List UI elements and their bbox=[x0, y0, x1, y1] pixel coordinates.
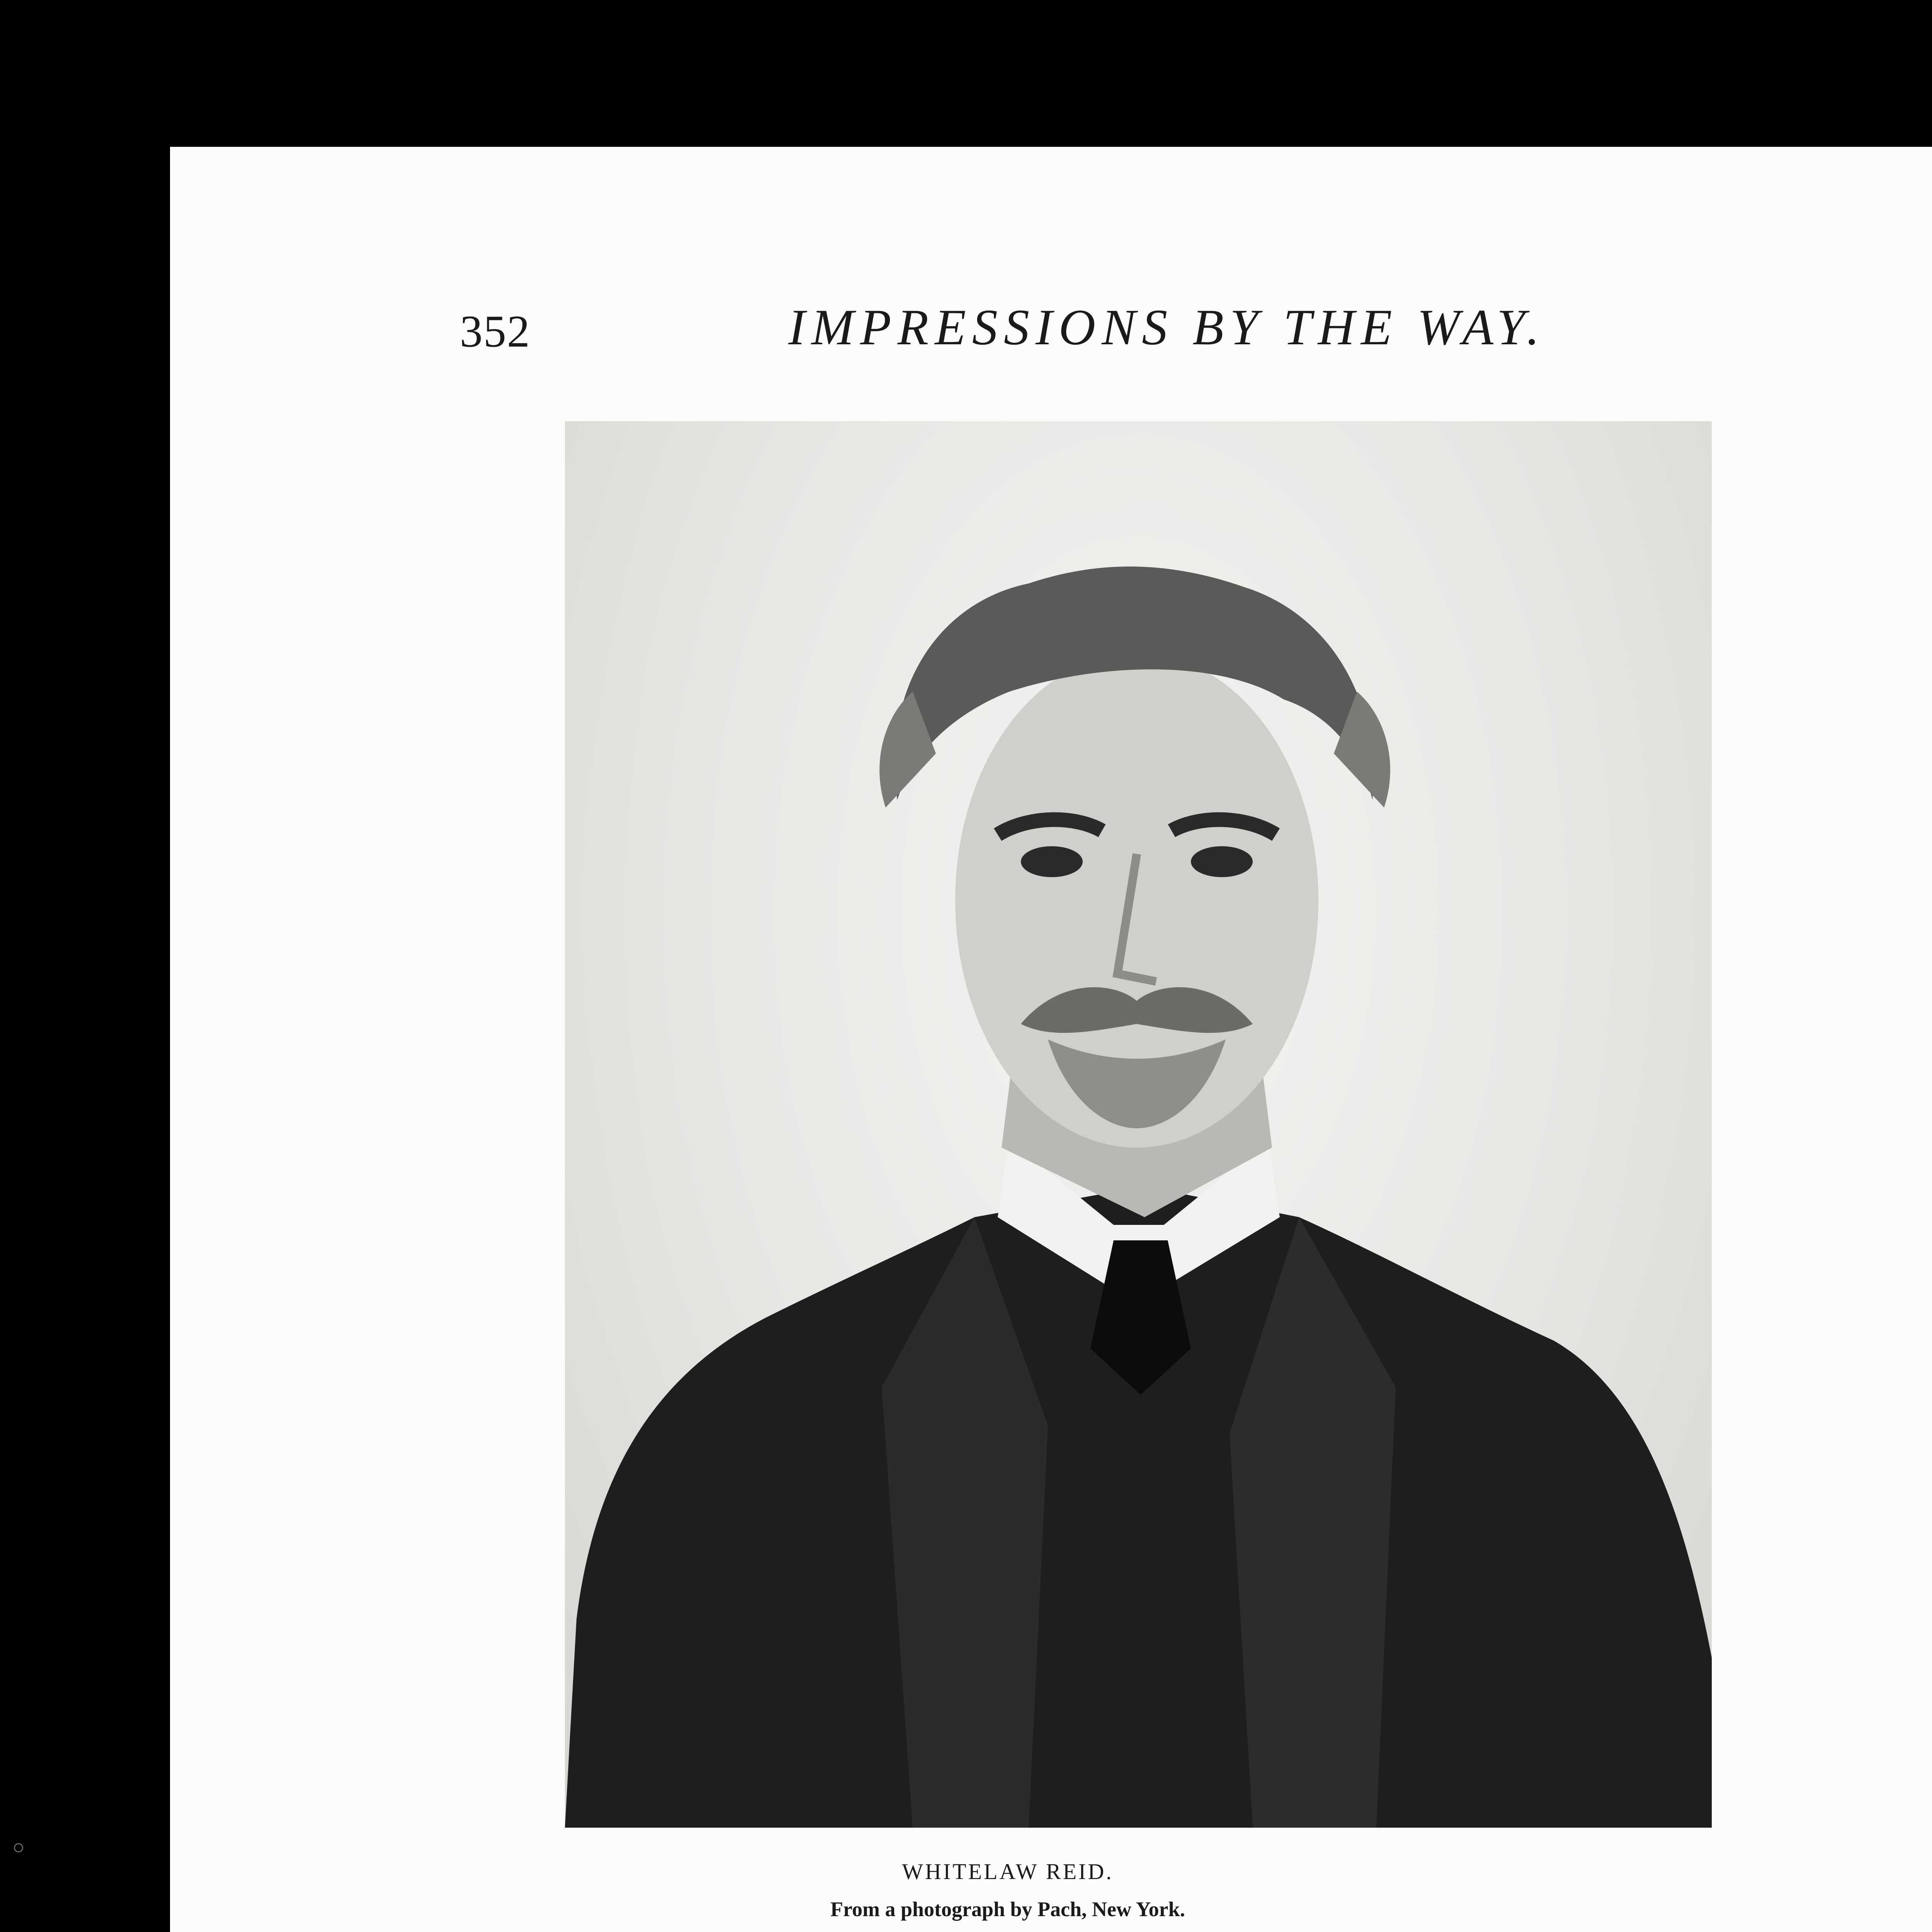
running-title: IMPRESSIONS BY THE WAY. bbox=[788, 299, 1546, 355]
portrait-image bbox=[565, 421, 1712, 1828]
photo-caption-title: WHITELAW REID. bbox=[902, 1859, 1114, 1884]
photo-caption-credit: From a photograph by Pach, New York. bbox=[830, 1898, 1185, 1921]
page-number: 352 bbox=[460, 306, 531, 357]
margin-speck bbox=[14, 1843, 23, 1852]
portrait-photograph bbox=[565, 421, 1712, 1828]
